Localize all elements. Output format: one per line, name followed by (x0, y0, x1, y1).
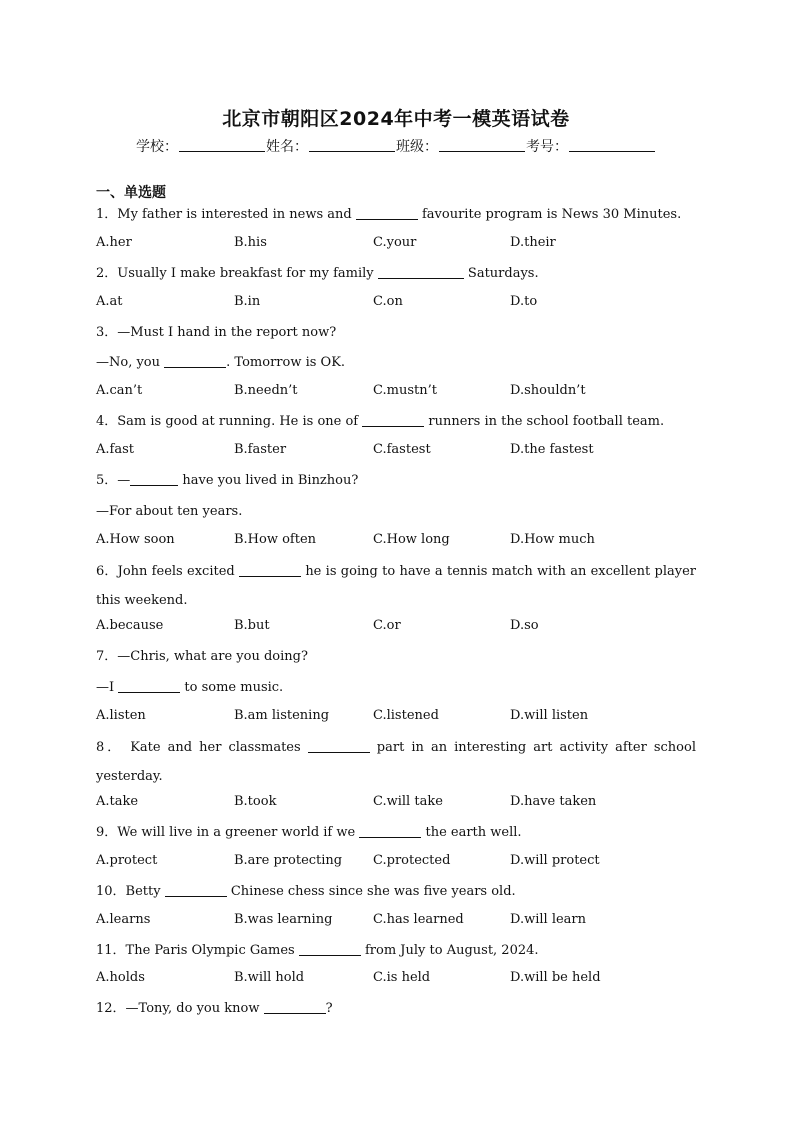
option-a[interactable]: A.fast (96, 442, 134, 457)
options-11 (96, 970, 696, 990)
answer-blank[interactable] (264, 1001, 326, 1014)
question-7: 7．—Chris, what are you doing? (96, 649, 308, 664)
options-9 (96, 853, 696, 873)
option-b[interactable]: B.his (234, 235, 267, 250)
option-d[interactable]: D.will listen (510, 708, 589, 723)
options-10 (96, 912, 696, 932)
option-d[interactable]: D.the fastest (510, 442, 594, 457)
option-c[interactable]: C.mustn’t (373, 383, 437, 398)
question-12: 12．—Tony, do you know ? (96, 1001, 333, 1016)
options-8 (96, 794, 696, 814)
question-5-response: —For about ten years. (96, 504, 243, 519)
answer-blank[interactable] (164, 355, 226, 368)
option-b[interactable]: B.am listening (234, 708, 330, 723)
section-heading: 一、单选题 (96, 185, 166, 201)
option-b[interactable]: B.are protecting (234, 853, 343, 868)
option-b[interactable]: B.was learning (234, 912, 333, 927)
option-a[interactable]: A.learns (96, 912, 151, 927)
number-blank[interactable] (569, 139, 655, 152)
option-a[interactable]: A.her (96, 235, 132, 250)
options-3 (96, 383, 696, 403)
options-2 (96, 294, 696, 314)
options-1 (96, 235, 696, 255)
option-d[interactable]: D.their (510, 235, 556, 250)
option-d[interactable]: D.will protect (510, 853, 600, 868)
question-10: 10．Betty Chinese chess since she was five years old. (96, 884, 516, 899)
name-label: 姓名： (266, 139, 308, 155)
answer-blank[interactable] (378, 266, 464, 279)
question-2: 2．Usually I make breakfast for my family Saturdays. (96, 266, 539, 281)
answer-blank[interactable] (118, 680, 180, 693)
option-a[interactable]: A.can’t (96, 383, 143, 398)
number-label: 考号： (526, 139, 568, 155)
options-4 (96, 442, 696, 462)
option-b[interactable]: B.How often (234, 532, 317, 547)
option-a[interactable]: A.at (96, 294, 123, 309)
question-5: 5．— have you lived in Binzhou? (96, 473, 359, 488)
question-6: 6．John feels excited he is going to have a tennis match with an excellent player this weekend. (96, 564, 696, 608)
option-c[interactable]: C.on (373, 294, 403, 309)
student-info-line (96, 136, 696, 156)
option-b[interactable]: B.but (234, 618, 270, 633)
option-a[interactable]: A.holds (96, 970, 145, 985)
option-c[interactable]: C.your (373, 235, 417, 250)
option-d[interactable]: D.How much (510, 532, 595, 547)
question-3: 3．—Must I hand in the report now? (96, 325, 337, 340)
options-6 (96, 618, 696, 638)
option-c[interactable]: C.will take (373, 794, 443, 809)
option-d[interactable]: D.to (510, 294, 538, 309)
question-9: 9．We will live in a greener world if we the earth well. (96, 825, 522, 840)
option-c[interactable]: C.How long (373, 532, 450, 547)
question-11: 11．The Paris Olympic Games from July to August, 2024. (96, 943, 539, 958)
option-d[interactable]: D.will be held (510, 970, 601, 985)
option-d[interactable]: D.will learn (510, 912, 587, 927)
option-b[interactable]: B.took (234, 794, 277, 809)
question-4: 4．Sam is good at running. He is one of runners in the school football team. (96, 414, 665, 429)
school-label: 学校： (136, 139, 178, 155)
option-a[interactable]: A.protect (96, 853, 158, 868)
answer-blank[interactable] (165, 884, 227, 897)
option-d[interactable]: D.shouldn’t (510, 383, 586, 398)
school-blank[interactable] (179, 139, 265, 152)
option-c[interactable]: C.is held (373, 970, 431, 985)
option-c[interactable]: C.or (373, 618, 401, 633)
question-7-response: —I to some music. (96, 680, 284, 695)
answer-blank[interactable] (359, 825, 421, 838)
option-c[interactable]: C.listened (373, 708, 439, 723)
option-a[interactable]: A.listen (96, 708, 146, 723)
option-a[interactable]: A.because (96, 618, 164, 633)
option-a[interactable]: A.take (96, 794, 139, 809)
option-b[interactable]: B.needn’t (234, 383, 298, 398)
option-c[interactable]: C.fastest (373, 442, 431, 457)
answer-blank[interactable] (308, 740, 370, 753)
page-title: 北京市朝阳区2024年中考一模英语试卷 (222, 108, 570, 130)
options-7 (96, 708, 696, 728)
answer-blank[interactable] (239, 564, 301, 577)
options-5 (96, 532, 696, 552)
name-blank[interactable] (309, 139, 395, 152)
option-c[interactable]: C.has learned (373, 912, 464, 927)
question-3-response: —No, you . Tomorrow is OK. (96, 355, 346, 370)
question-8: 8． Kate and her classmates part in an interesting art activity after school yesterday. (96, 740, 696, 784)
question-1: 1．My father is interested in news and favourite program is News 30 Minutes. (96, 207, 682, 222)
option-b[interactable]: B.will hold (234, 970, 305, 985)
answer-blank[interactable] (356, 207, 418, 220)
option-c[interactable]: C.protected (373, 853, 451, 868)
option-a[interactable]: A.How soon (96, 532, 175, 547)
option-b[interactable]: B.in (234, 294, 261, 309)
class-label: 班级： (396, 139, 438, 155)
class-blank[interactable] (439, 139, 525, 152)
option-d[interactable]: D.so (510, 618, 539, 633)
option-b[interactable]: B.faster (234, 442, 287, 457)
answer-blank[interactable] (362, 414, 424, 427)
answer-blank[interactable] (130, 473, 178, 486)
answer-blank[interactable] (299, 943, 361, 956)
option-d[interactable]: D.have taken (510, 794, 597, 809)
